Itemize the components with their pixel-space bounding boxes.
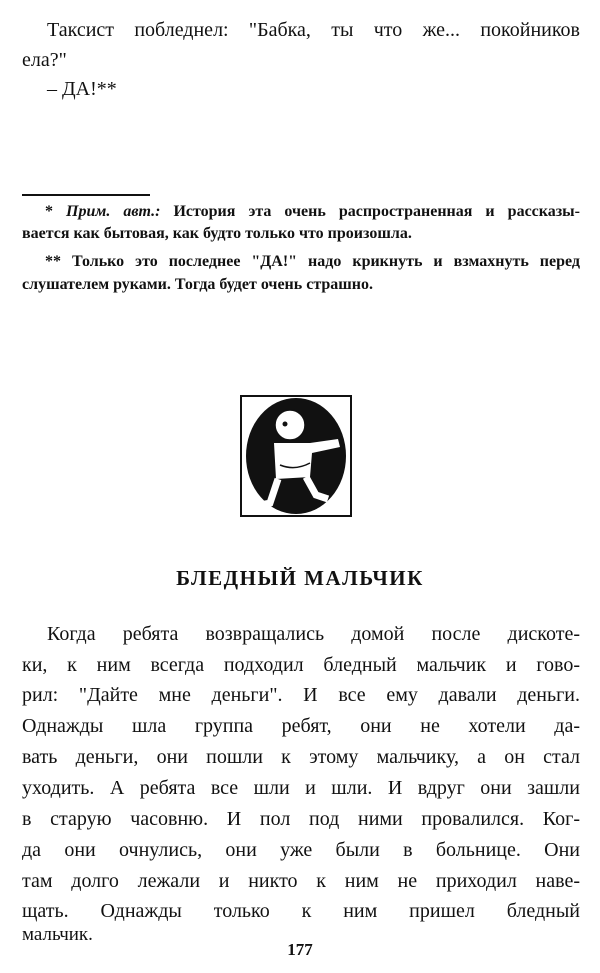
footnote-text: История эта очень распространенная и рассказы- bbox=[160, 203, 580, 220]
story-line: мальчик. bbox=[22, 924, 93, 945]
footnote-marker: * bbox=[45, 203, 67, 220]
footnote-2: ** Только это последнее "ДА!" надо крикнуть и взмахнуть перед bbox=[45, 253, 580, 270]
story-title: БЛЕДНЫЙ МАЛЬЧИК bbox=[176, 566, 424, 590]
story-line: в старую часовню. И пол под ними провалился. Ког- bbox=[22, 808, 580, 830]
story-line: Однажды шла группа ребят, они не хотели да- bbox=[22, 715, 580, 737]
story-line: рил: "Дайте мне деньги". И все ему давали деньги. bbox=[22, 684, 580, 706]
footnote-1 bbox=[45, 202, 580, 222]
story-line: вать деньги, они пошли к этому мальчику, а он стал bbox=[22, 746, 580, 768]
text-line: Таксист побледнел: "Бабка, ты что же... покойников bbox=[47, 19, 580, 41]
story-line: щать. Однажды только к ним пришел бледный bbox=[22, 900, 580, 922]
page-number: 177 bbox=[287, 940, 313, 959]
story-line: уходить. А ребята все шли и шли. И вдруг они зашли bbox=[22, 777, 580, 799]
story-line: ки, к ним всегда подходил бледный мальчик и гово- bbox=[22, 654, 580, 676]
text-line: – ДА!** bbox=[47, 78, 117, 100]
story-line: там долго лежали и никто к ним не приходил наве- bbox=[22, 870, 580, 892]
story-line: да они очнулись, они уже были в больнице. Они bbox=[22, 839, 580, 861]
footnote-divider bbox=[22, 194, 150, 196]
text-line: ела?" bbox=[22, 49, 67, 71]
boy-illustration bbox=[240, 395, 352, 517]
story-line: Когда ребята возвращались домой после дискоте- bbox=[47, 623, 580, 645]
footnote-label: Прим. авт.: bbox=[66, 203, 161, 220]
footnote-1-cont: вается как бытовая, как будто только что произошла. bbox=[22, 225, 412, 242]
footnote-2-cont: слушателем руками. Тогда будет очень страшно. bbox=[22, 276, 374, 293]
